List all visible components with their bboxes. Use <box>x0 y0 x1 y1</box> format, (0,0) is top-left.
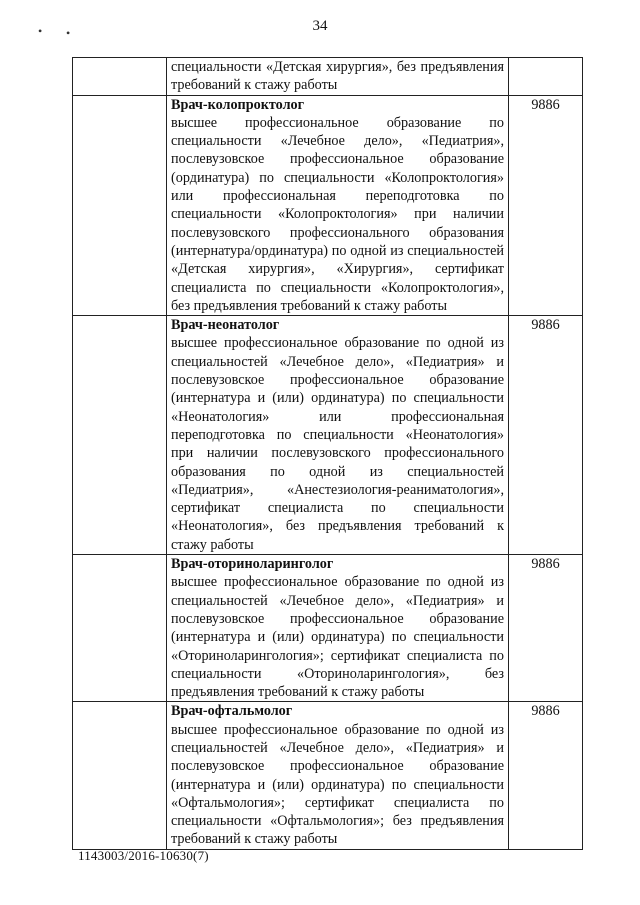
qualification-cell <box>167 316 509 555</box>
scan-mark: • <box>66 26 71 40</box>
qualification-text: высшее профессиональное образование по специальности «Лечебное дело», «Педиатрия», послевузовское профессиональное образование (ординатура) по специальности «Колопроктология» или профессиональная переподготовка по специальности «Колопроктология» при наличии послевузовского профессионального образования (интернатура/ординатура) по одной из специальностей «Детская хирургия», «Хирургия», сертификат специалиста по специальности «Колопроктология», без предъявления требований к стажу работы <box>171 114 504 314</box>
salary-value: 9886 <box>531 317 560 334</box>
salary-cell <box>509 316 583 555</box>
empty-cell <box>73 316 167 555</box>
document-code: 1143003/2016-10630(7) <box>78 848 209 863</box>
scan-mark: • <box>38 24 43 38</box>
salary-cell <box>509 555 583 702</box>
table-row <box>73 316 583 555</box>
qualification-text: высшее профессиональное образование по одной из специальностей «Лечебное дело», «Педиатрия» и послевузовское профессиональное образование (интернатура и (или) ординатура) по специальности «Офтальмология»; сертификат специалиста по специальности «Офтальмология»; без предъявления требований к стажу работы <box>171 721 504 848</box>
salary-value: 9886 <box>531 556 560 573</box>
empty-cell <box>73 58 167 96</box>
empty-cell <box>73 95 167 316</box>
table-row <box>73 702 583 849</box>
salary-cell <box>509 58 583 96</box>
qualification-text: высшее профессиональное образование по одной из специальностей «Лечебное дело», «Педиатрия» и послевузовское профессиональное образование (интернатура и (или) ординатура) по специальности «Неонатология» или профессиональная переподготовка по специальности «Неонатология» при наличии послевузовского профессионального образования по одной из специальностей «Педиатрия», «Анестезиология-реаниматология», сертификат специалиста по специальности «Неонатология», без предъявления требований к стажу работы <box>171 335 504 553</box>
position-title: Врач-колопроктолог <box>171 96 305 113</box>
salary-cell <box>509 702 583 849</box>
table-row <box>73 95 583 316</box>
position-title: Врач-неонатолог <box>171 317 280 334</box>
table-row <box>73 58 583 96</box>
empty-cell <box>73 555 167 702</box>
qualification-text: специальности «Детская хирургия», без предъявления требований к стажу работы <box>171 59 504 94</box>
position-title: Врач-оториноларинголог <box>171 556 334 573</box>
salary-value: 9886 <box>531 703 560 720</box>
salary-cell <box>509 95 583 316</box>
qualification-cell <box>167 555 509 702</box>
qualification-cell <box>167 58 509 96</box>
positions-table <box>72 57 583 850</box>
page-number: 34 <box>312 18 328 34</box>
qualification-text: высшее профессиональное образование по одной из специальностей «Лечебное дело», «Педиатрия» и послевузовское профессиональное образование (интернатура и (или) ординатура) по специальности «Оториноларингология»; сертификат специалиста по специальности «Оториноларингология», без предъявления требований к стажу работы <box>171 574 504 701</box>
position-title: Врач-офтальмолог <box>171 703 293 720</box>
table-row <box>73 555 583 702</box>
salary-value: 9886 <box>531 96 560 113</box>
qualification-cell <box>167 95 509 316</box>
qualification-cell <box>167 702 509 849</box>
empty-cell <box>73 702 167 849</box>
